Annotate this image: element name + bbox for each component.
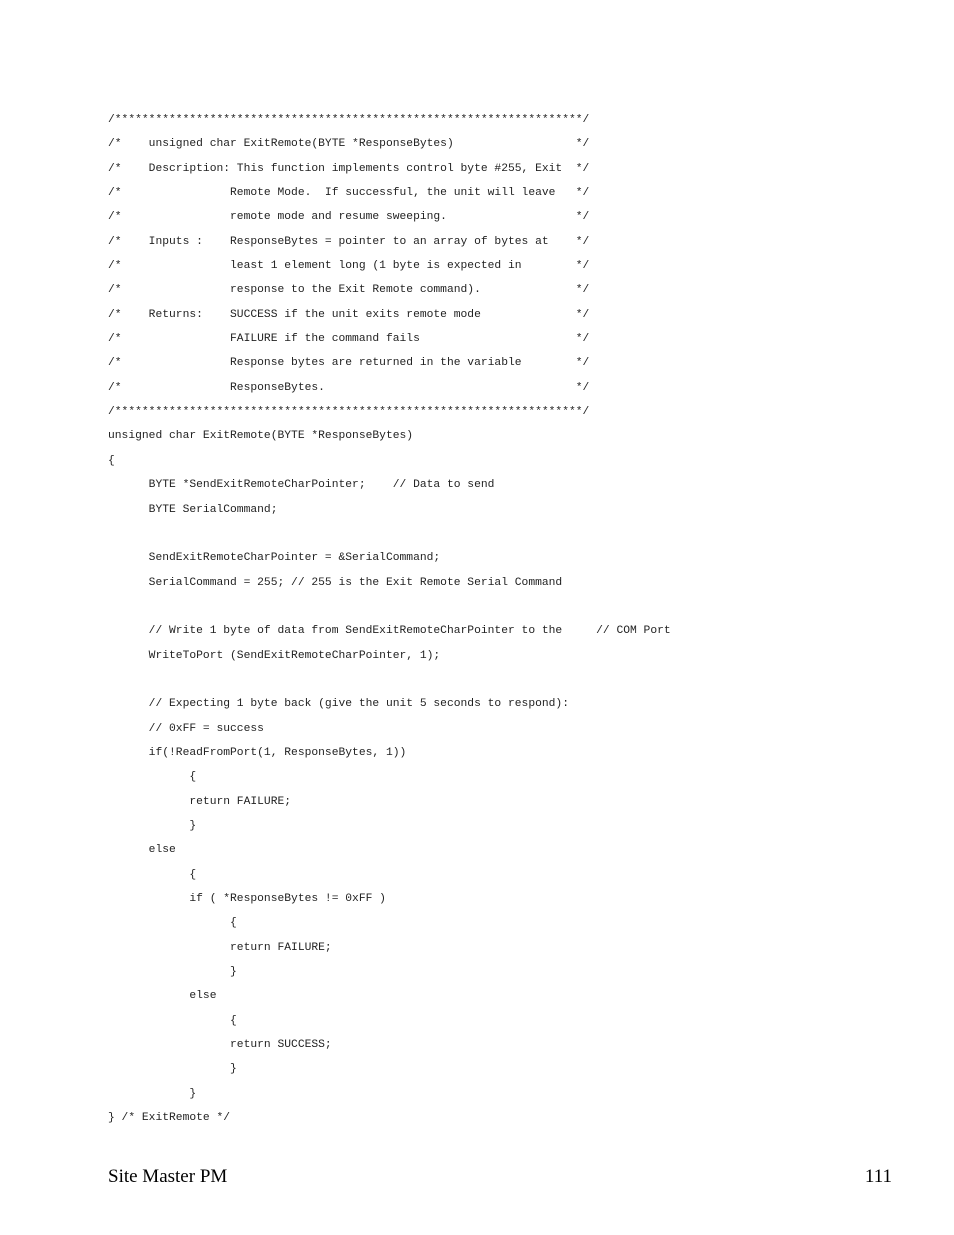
code-line: /* Description: This function implements control byte #255, Exit */ [108,162,590,175]
code-line [108,595,671,619]
code-line [108,522,671,546]
code-line: { [108,771,197,784]
code-line: BYTE SerialCommand; [108,503,278,516]
code-line: } [108,966,237,979]
code-line: if ( *ResponseBytes != 0xFF ) [108,893,386,905]
code-listing [108,108,671,1130]
code-line: /*********************************************************************/ [108,406,590,419]
code-line: { [108,868,197,881]
code-line: /* response to the Exit Remote command). */ [108,284,590,297]
code-line: /*********************************************************************/ [108,114,590,126]
code-line: return FAILURE; [108,941,332,954]
code-line: { [108,917,237,930]
code-line: // Expecting 1 byte back (give the unit 5 seconds to respond): [108,698,569,711]
code-line: } [108,1063,237,1076]
code-line: return SUCCESS; [108,1039,332,1052]
code-line: // Write 1 byte of data from SendExitRemoteCharPointer to the // COM Port [108,625,671,638]
code-line: // 0xFF = success [108,722,264,735]
footer-document-title: Site Master PM [108,1166,228,1187]
code-line: /* Returns: SUCCESS if the unit exits remote mode */ [108,308,590,321]
code-line: { [108,1014,237,1027]
code-line: unsigned char ExitRemote(BYTE *ResponseBytes) [108,430,414,443]
code-line: /* Remote Mode. If successful, the unit will leave */ [108,187,590,200]
code-line: SerialCommand = 255; // 255 is the Exit Remote Serial Command [108,576,563,589]
code-line: /* Response bytes are returned in the variable */ [108,357,590,370]
code-line: SendExitRemoteCharPointer = &SerialCommand; [108,552,441,565]
code-line: /* ResponseBytes. */ [108,381,590,394]
code-line: } /* ExitRemote */ [108,1112,231,1125]
code-line: /* Inputs : ResponseBytes = pointer to an array of bytes at */ [108,235,590,248]
code-line: /* unsigned char ExitRemote(BYTE *ResponseBytes) */ [108,138,590,151]
code-line: { [108,454,115,467]
code-line: else [108,990,217,1003]
code-line: if(!ReadFromPort(1, ResponseBytes, 1)) [108,746,407,759]
footer-page-number: 111 [864,1166,892,1187]
code-line: return FAILURE; [108,795,292,808]
code-line: } [108,819,197,832]
code-line: /* remote mode and resume sweeping. */ [108,211,590,224]
code-line: WriteToPort (SendExitRemoteCharPointer, 1); [108,649,441,662]
code-line: /* FAILURE if the command fails */ [108,333,590,346]
code-line: } [108,1087,197,1100]
code-line: else [108,844,176,857]
code-line [108,668,671,692]
code-line: BYTE *SendExitRemoteCharPointer; // Data to send [108,479,495,492]
code-line: /* least 1 element long (1 byte is expected in */ [108,260,590,273]
